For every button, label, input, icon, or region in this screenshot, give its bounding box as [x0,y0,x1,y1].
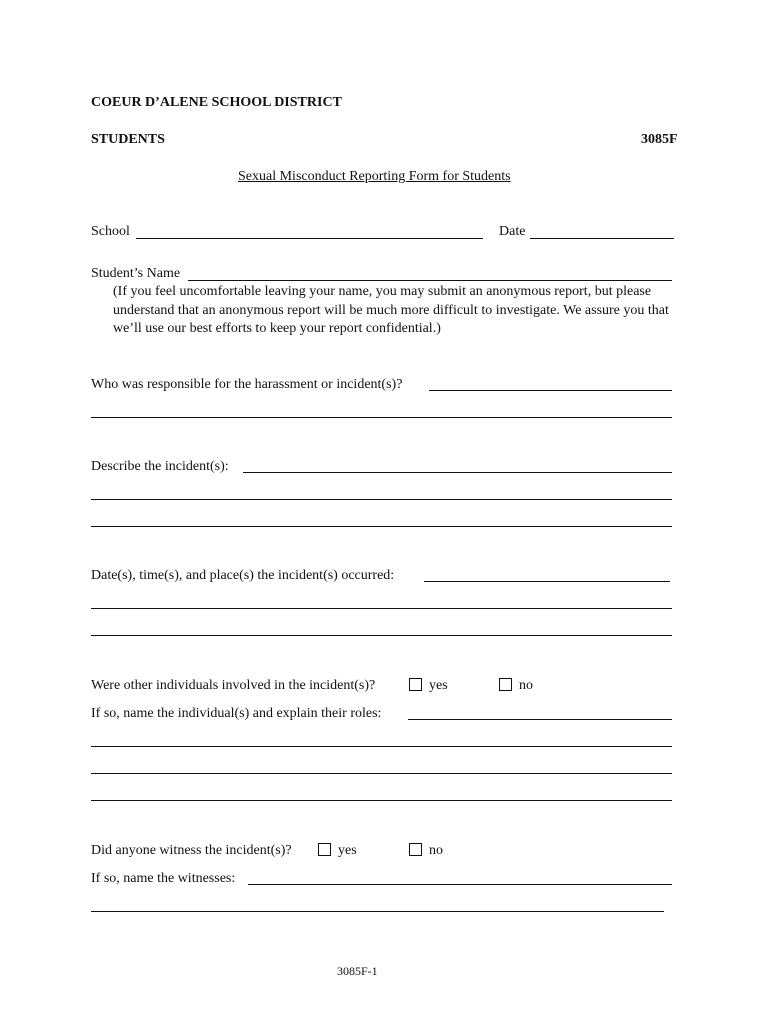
witness-yes-label: yes [338,843,357,858]
witness-name-input-line[interactable] [91,911,664,912]
witness-no-checkbox[interactable] [409,843,422,856]
others-yes-checkbox[interactable] [409,678,422,691]
student-name-label: Student’s Name [91,266,181,281]
others-involved-question: Were other individuals involved in the incident(s)? [91,678,376,693]
others-name-input-line[interactable] [91,773,672,774]
responsible-input-line[interactable] [91,417,672,418]
others-name-input-line[interactable] [408,719,672,720]
anonymous-note: (If you feel uncomfortable leaving your name, you may submit an anonymous report, but please understand that an anonymous report will be much more difficult to investigate. We assure you that we’ll use our best efforts to keep your report confidential.) [113,284,669,336]
school-input-line[interactable] [136,238,483,239]
witness-no-label: no [429,843,443,858]
describe-input-line[interactable] [243,472,672,473]
when-where-input-line[interactable] [424,581,670,582]
policy-code: 3085F [641,132,678,147]
responsible-input-line[interactable] [429,390,672,391]
describe-question: Describe the incident(s): [91,459,229,474]
section-label: STUDENTS [91,132,165,147]
describe-input-line[interactable] [91,526,672,527]
when-where-input-line[interactable] [91,635,672,636]
date-label: Date [499,224,526,239]
date-input-line[interactable] [530,238,674,239]
witness-yes-checkbox[interactable] [318,843,331,856]
describe-input-line[interactable] [91,499,672,500]
witness-question: Did anyone witness the incident(s)? [91,843,292,858]
witness-name-input-line[interactable] [248,884,672,885]
responsible-question: Who was responsible for the harassment or incident(s)? [91,377,403,392]
school-label: School [91,224,130,239]
others-name-question: If so, name the individual(s) and explain their roles: [91,706,382,721]
others-name-input-line[interactable] [91,800,672,801]
others-name-input-line[interactable] [91,746,672,747]
when-where-input-line[interactable] [91,608,672,609]
district-name: COEUR D’ALENE SCHOOL DISTRICT [91,95,342,110]
student-name-input-line[interactable] [188,280,672,281]
form-title: Sexual Misconduct Reporting Form for Students [238,169,511,184]
others-no-checkbox[interactable] [499,678,512,691]
page-number: 3085F-1 [337,964,378,978]
witness-name-question: If so, name the witnesses: [91,871,236,886]
when-where-question: Date(s), time(s), and place(s) the incident(s) occurred: [91,568,395,583]
others-no-label: no [519,678,533,693]
others-yes-label: yes [429,678,448,693]
